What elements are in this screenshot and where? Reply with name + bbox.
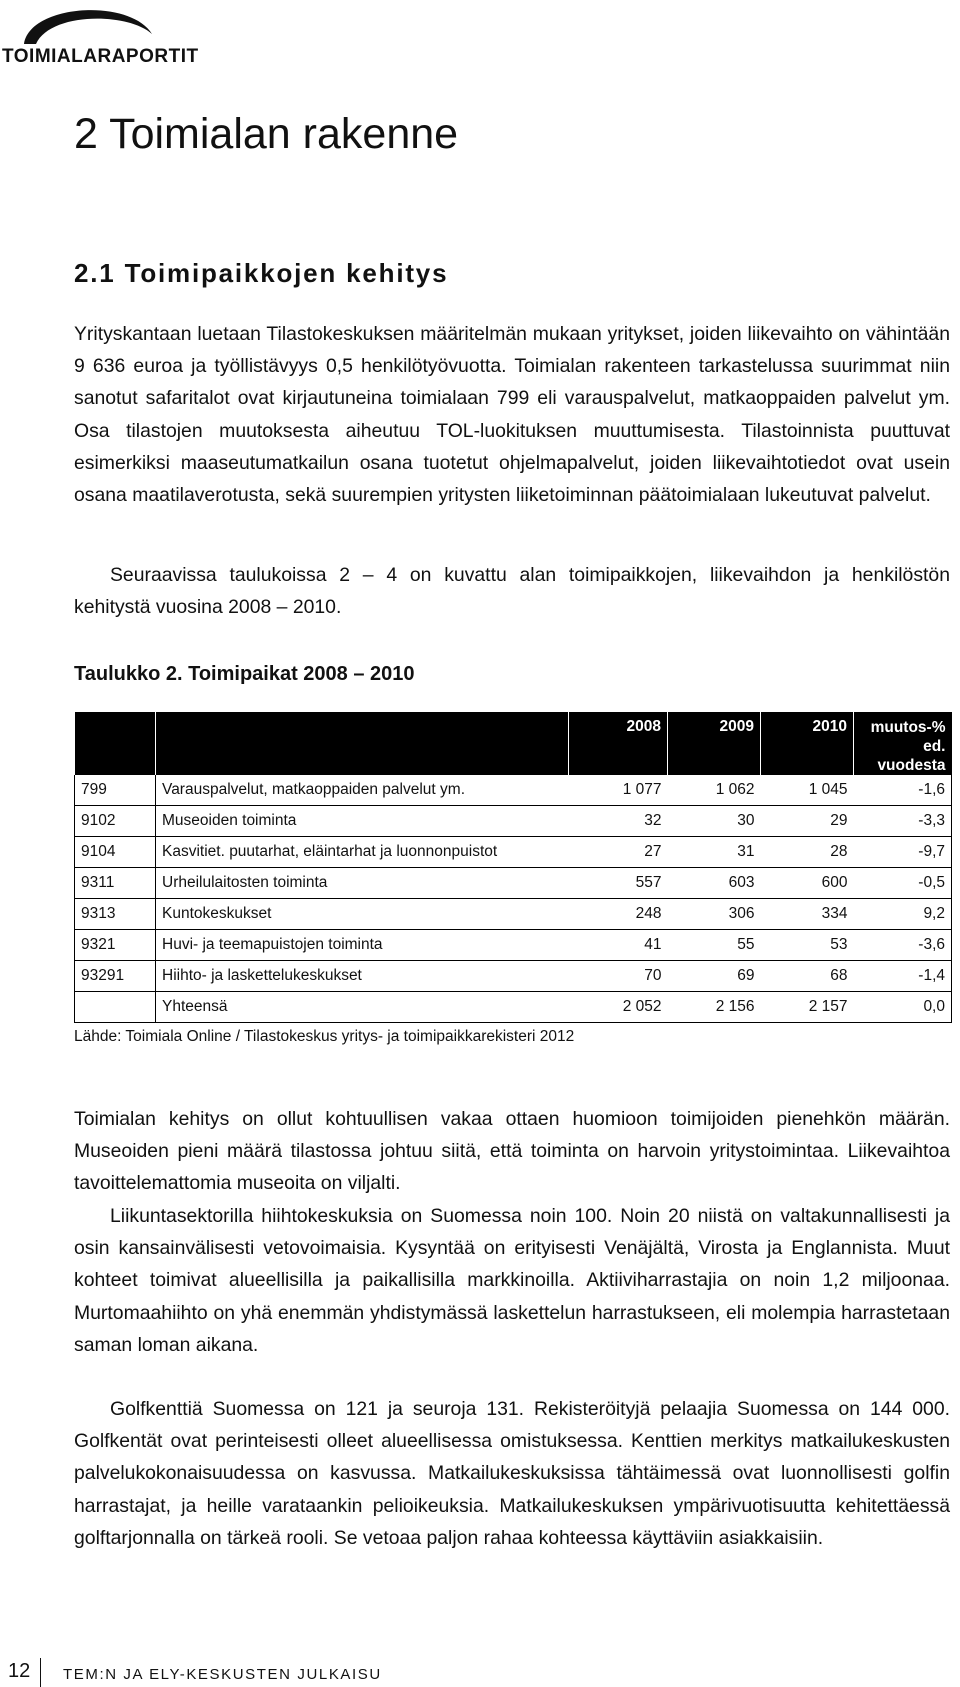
column-header-2010: 2010 [761, 712, 854, 775]
logo-text: TOIMIALARAPORTIT [2, 46, 199, 67]
column-header-code [75, 712, 156, 775]
footer-divider [40, 1658, 41, 1687]
cell-name: Museoiden toiminta [156, 806, 569, 837]
cell-2010: 2 157 [761, 992, 854, 1023]
cell-change: 9,2 [854, 899, 952, 930]
page-number: 12 [8, 1660, 31, 1682]
cell-2009: 306 [668, 899, 761, 930]
table-row [75, 837, 952, 868]
cell-name: Varauspalvelut, matkaoppaiden palvelut ym. [156, 775, 569, 806]
cell-2008: 248 [569, 899, 668, 930]
cell-code: 9321 [75, 930, 156, 961]
publication-logo [0, 0, 200, 72]
cell-2008: 27 [569, 837, 668, 868]
cell-2009: 30 [668, 806, 761, 837]
cell-name: Hiihto- ja laskettelukeskukset [156, 961, 569, 992]
column-header-name [156, 712, 569, 775]
cell-2008: 70 [569, 961, 668, 992]
cell-change: -3,6 [854, 930, 952, 961]
cell-change: -1,6 [854, 775, 952, 806]
cell-2009: 55 [668, 930, 761, 961]
cell-2008: 2 052 [569, 992, 668, 1023]
cell-2008: 1 077 [569, 775, 668, 806]
table-row [75, 930, 952, 961]
table-header-row [75, 712, 952, 775]
column-header-2008: 2008 [569, 712, 668, 775]
cell-2009: 31 [668, 837, 761, 868]
cell-2009: 1 062 [668, 775, 761, 806]
cell-code: 9313 [75, 899, 156, 930]
cell-2010: 53 [761, 930, 854, 961]
body-paragraph: Toimialan kehitys on ollut kohtuullisen vakaa ottaen huomioon toimijoiden pienehkön määrän. Museoiden pieni määrä tilastossa johtuu siitä, että toiminta on harvoin yritystoimintaa. Liikevaihtoa tavoittelemattomia museoita on viljalti. [74, 1108, 950, 1195]
cell-2010: 29 [761, 806, 854, 837]
cell-2010: 600 [761, 868, 854, 899]
cell-name: Huvi- ja teemapuistojen toiminta [156, 930, 569, 961]
cell-change: -0,5 [854, 868, 952, 899]
cell-2008: 557 [569, 868, 668, 899]
table-row [75, 899, 952, 930]
table-row [75, 806, 952, 837]
cell-2010: 28 [761, 837, 854, 868]
cell-name: Kasvitiet. puutarhat, eläintarhat ja luonnonpuistot [156, 837, 569, 868]
table-row [75, 775, 952, 806]
cell-change: 0,0 [854, 992, 952, 1023]
cell-code: 9102 [75, 806, 156, 837]
cell-2009: 69 [668, 961, 761, 992]
cell-name: Kuntokeskukset [156, 899, 569, 930]
chapter-title: 2 Toimialan rakenne [74, 110, 459, 158]
table-row [75, 868, 952, 899]
cell-2010: 1 045 [761, 775, 854, 806]
cell-name: Yhteensä [156, 992, 569, 1023]
cell-2010: 334 [761, 899, 854, 930]
column-header-change: muutos-% ed. vuodesta [854, 712, 952, 775]
body-paragraph: Golfkenttiä Suomessa on 121 ja seuroja 131. Rekisteröityjä pelaajia Suomessa on 144 000. Golfkentät ovat perinteisesti olleet alueellisessa omistuksessa. Kenttien merkitys matkailukeskusten palvelukokonaisuudessa on kasvussa. Matkailukeskuksissa tähtäimessä ovat luonnollisesti golfin harrastajat, ja heille varataankin pelioikeuksia. Matkailukeskuksen ympärivuotisuutta kehitettäessä golftarjonnalla on tärkeä rooli. Se vetoaa paljon rahaa kohteessa käyttäviin asiakkaisiin. [74, 1398, 950, 1549]
cell-change: -1,4 [854, 961, 952, 992]
section-title: 2.1 Toimipaikkojen kehitys [74, 258, 449, 288]
cell-change: -9,7 [854, 837, 952, 868]
cell-code: 799 [75, 775, 156, 806]
cell-2009: 2 156 [668, 992, 761, 1023]
body-paragraph: Liikuntasektorilla hiihtokeskuksia on Suomessa noin 100. Noin 20 niistä on valtakunnallisesti ja osin kansainvälisesti vetovoimaisia. Kysyntää on erityisesti Venäjältä, Virosta ja Englannista. Muut kohteet toimivat alueellisilla ja paikallisilla markkinoilla. Aktiiviharrastajia on noin 1,2 miljoonaa. Murtomaahiihto on yhä enemmän yhdistymässä laskettelun harrastukseen, eli molempia harrastetaan saman loman aikana. [74, 1205, 950, 1356]
cell-2009: 603 [668, 868, 761, 899]
cell-code [75, 992, 156, 1023]
column-header-2009: 2009 [668, 712, 761, 775]
table-total-row [75, 992, 952, 1023]
cell-2008: 32 [569, 806, 668, 837]
cell-2010: 68 [761, 961, 854, 992]
intro-paragraph: Yrityskantaan luetaan Tilastokeskuksen määritelmän mukaan yritykset, joiden liikevaihto on vähintään 9 636 euroa ja työllistävyys 0,5 henkilötyövuotta. Toimialan rakenteen tarkastelussa suurimmat niin sanotut safaritalot ovat kirjautuneina toimialaan 799 eli varauspalvelut, matkaoppaiden palvelut ym. Osa tilastojen muutoksesta aiheutuu TOL-luokituksen muuttumisesta. Tilastoinnista puuttuvat esimerkiksi maaseutumatkailun osana tuotetut ohjelmapalvelut, joiden liikevaihtotiedot ovat usein osana maatilaverotusta, sekä suurempien yritysten liiketoiminnan päätoimialaan lukeutuvat palvelut. [74, 323, 950, 507]
cell-code: 93291 [75, 961, 156, 992]
intro-paragraph: Seuraavissa taulukoissa 2 – 4 on kuvattu alan toimipaikkojen, liikevaihdon ja henkilöstön kehitystä vuosina 2008 – 2010. [74, 564, 950, 619]
cell-code: 9104 [75, 837, 156, 868]
table-title: Taulukko 2. Toimipaikat 2008 – 2010 [74, 663, 415, 685]
cell-2008: 41 [569, 930, 668, 961]
table-row [75, 961, 952, 992]
table-source: Lähde: Toimiala Online / Tilastokeskus yritys- ja toimipaikkarekisteri 2012 [74, 1028, 575, 1045]
logo-swoosh-icon [10, 0, 160, 48]
cell-change: -3,3 [854, 806, 952, 837]
cell-code: 9311 [75, 868, 156, 899]
data-table [74, 712, 952, 1023]
publication-name: TEM:N JA ELY-KESKUSTEN JULKAISU [63, 1666, 382, 1683]
cell-name: Urheilulaitosten toiminta [156, 868, 569, 899]
